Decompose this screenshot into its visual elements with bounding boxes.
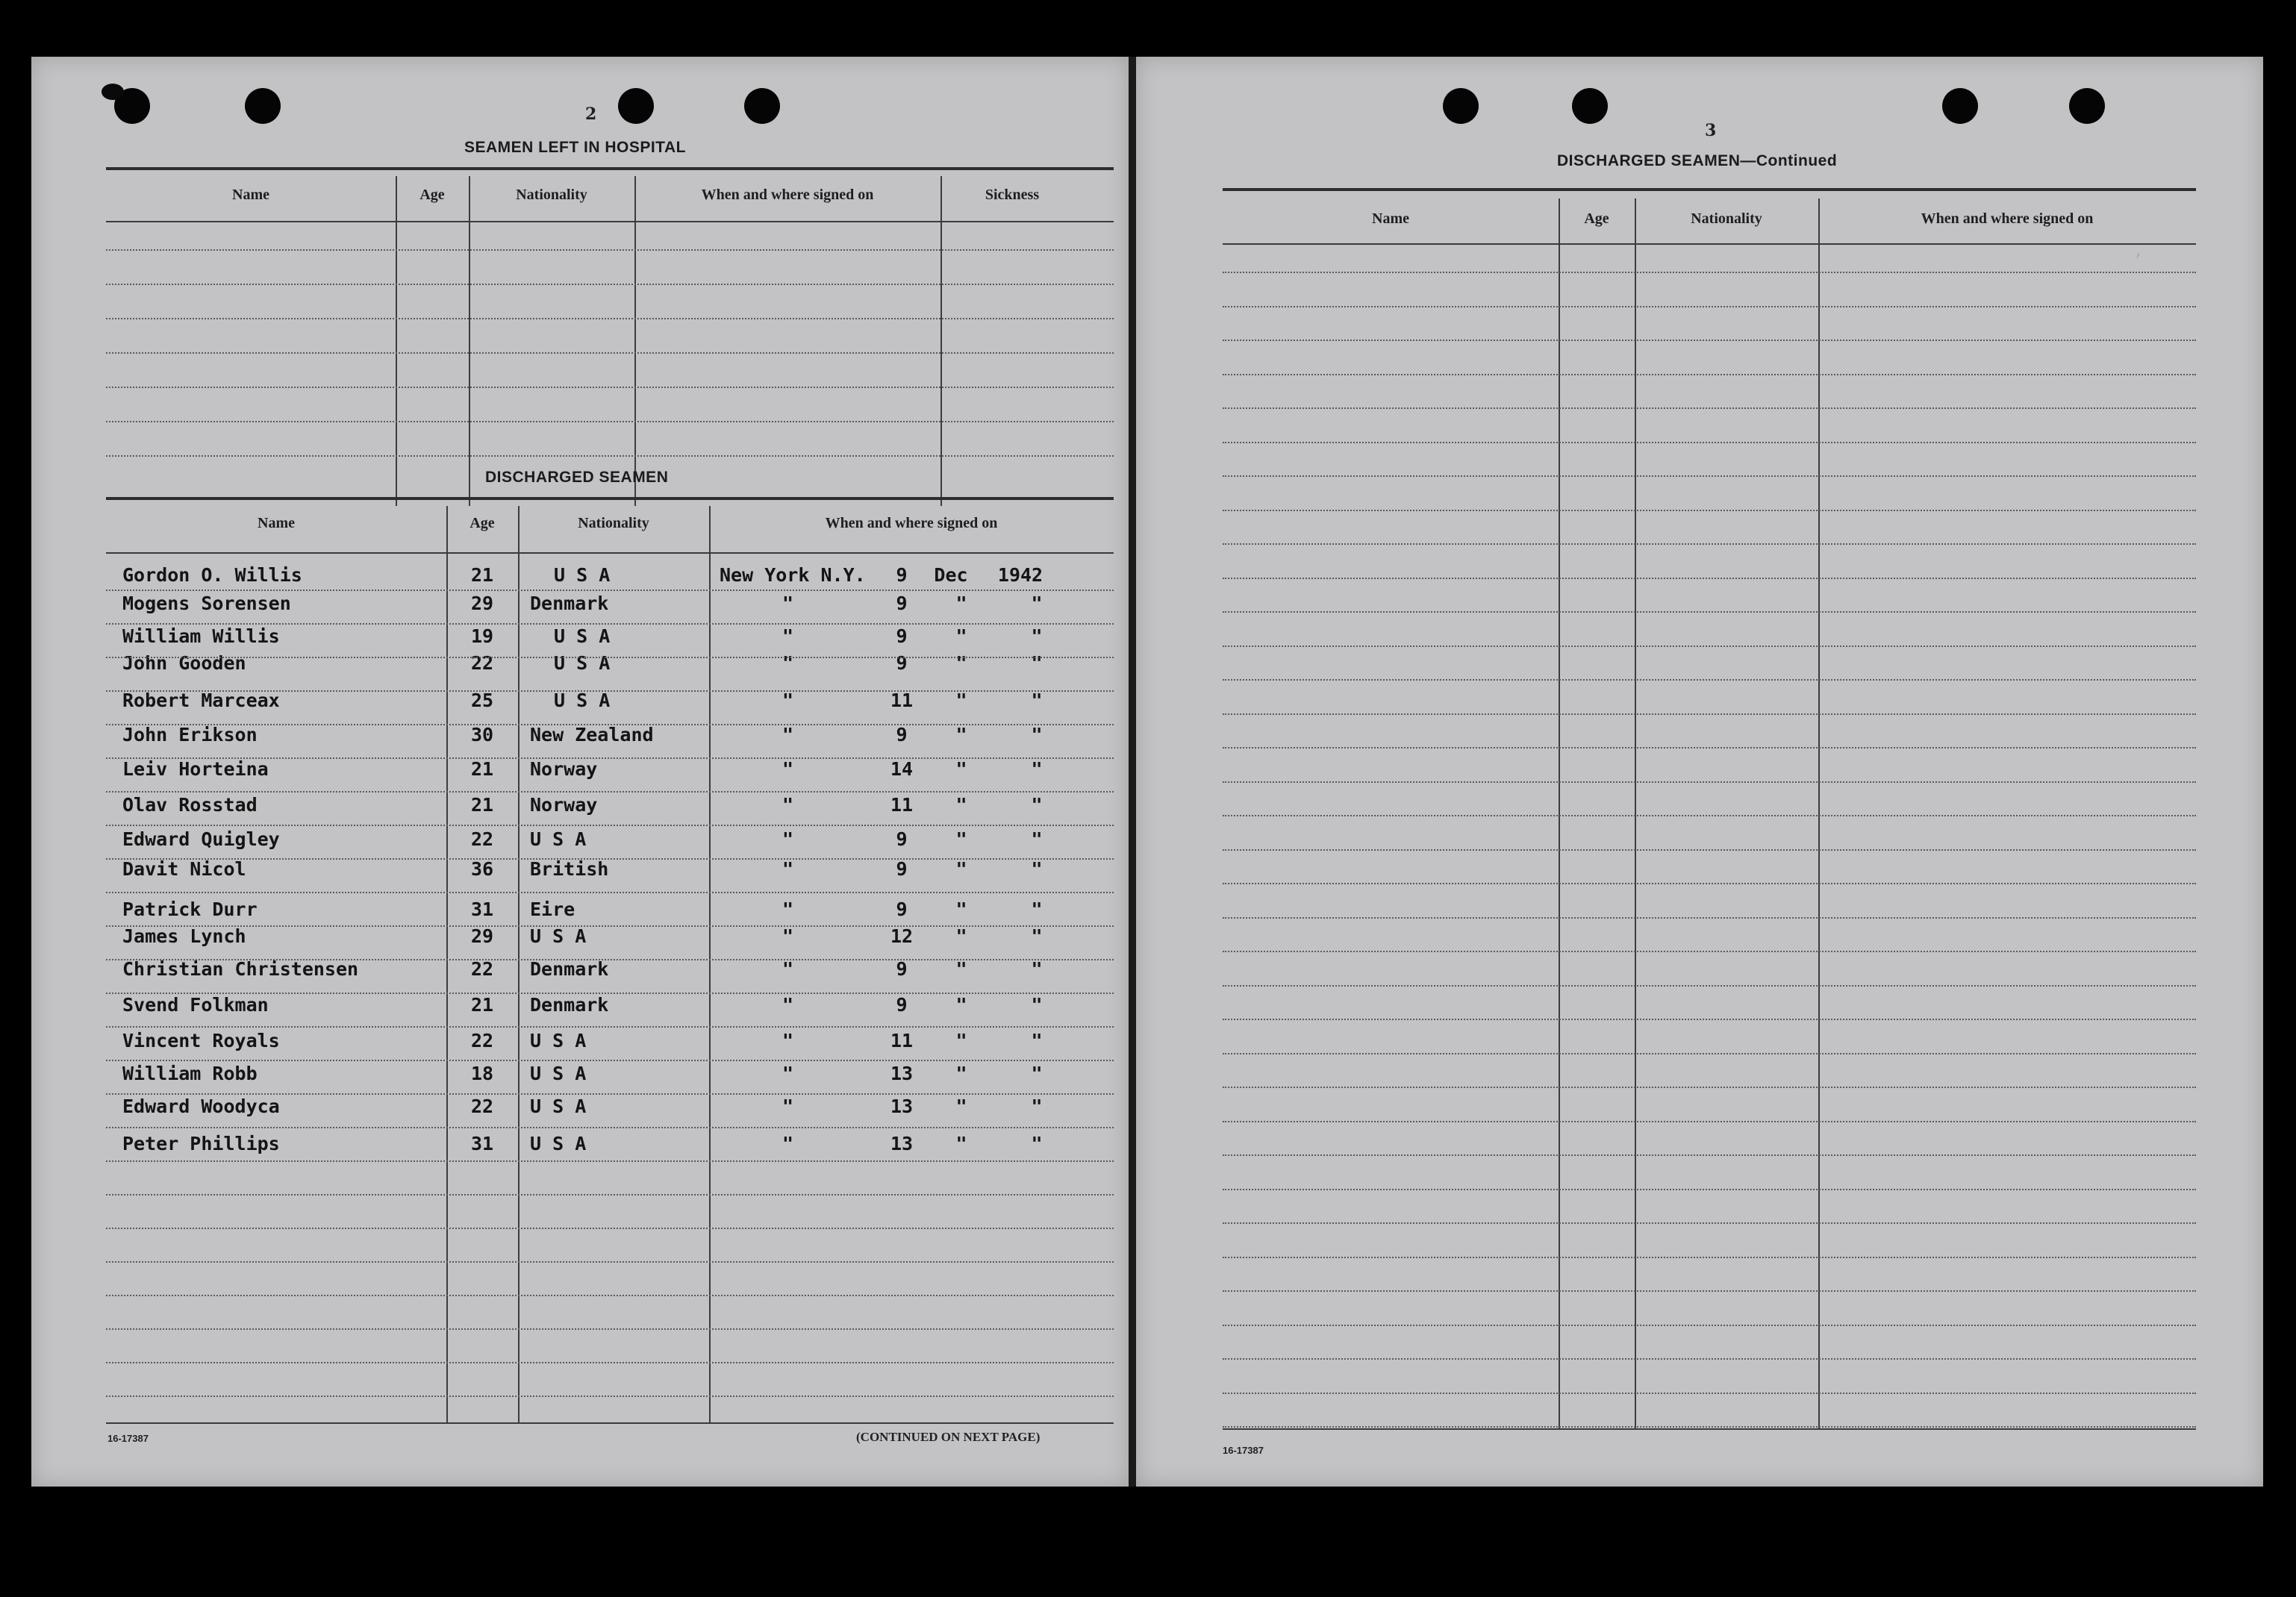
ruled-line [106, 1194, 1114, 1196]
signed-on-place: " [782, 958, 794, 980]
punch-hole [1942, 88, 1978, 124]
signed-on-day: 13 [890, 1096, 914, 1117]
seaman-nationality: U S A [530, 1133, 587, 1154]
ruled-line [106, 387, 1114, 388]
seaman-name: John Gooden [122, 652, 246, 674]
seaman-nationality: U S A [530, 1030, 587, 1051]
seaman-name: Peter Phillips [122, 1133, 280, 1154]
ruled-line [1223, 713, 2196, 715]
ruled-line [106, 657, 1114, 658]
signed-on-place: " [782, 1030, 794, 1051]
discharged-top-rule [106, 497, 1114, 500]
form-code: 16-17387 [1223, 1445, 1264, 1456]
continued-header-name: Name [1372, 210, 1409, 227]
ink-blot [102, 84, 124, 100]
signed-on-month: " [955, 858, 967, 880]
signed-on-year: " [1031, 690, 1043, 711]
seaman-nationality: Denmark [530, 958, 609, 980]
punch-hole [1443, 88, 1479, 124]
signed-on-month: " [955, 958, 967, 980]
ruled-line [106, 1396, 1114, 1397]
signed-on-day: 13 [890, 1063, 914, 1084]
seaman-name: Vincent Royals [122, 1030, 280, 1051]
signed-on-year: " [1031, 593, 1043, 614]
seaman-nationality: U S A [554, 564, 611, 586]
signed-on-year: " [1031, 1063, 1043, 1084]
ruled-line [106, 318, 1114, 319]
signed-on-month: " [955, 828, 967, 850]
signed-on-year: " [1031, 724, 1043, 746]
header-rule [106, 552, 1114, 554]
ruled-line [106, 925, 1114, 927]
seaman-name: Patrick Durr [122, 898, 258, 920]
signed-on-day: 11 [890, 690, 914, 711]
ruled-line [1223, 611, 2196, 613]
signed-on-year: " [1031, 958, 1043, 980]
page-number: 2 [585, 104, 597, 124]
seaman-nationality: U S A [530, 1063, 587, 1084]
seaman-age: 25 [470, 690, 494, 711]
signed-on-day: 11 [890, 794, 914, 816]
seaman-name: John Erikson [122, 724, 258, 746]
signed-on-month: " [955, 593, 967, 614]
seaman-name: Olav Rosstad [122, 794, 258, 816]
signed-on-place: " [782, 1133, 794, 1154]
ruled-line [1223, 407, 2196, 409]
ruled-line [1223, 849, 2196, 851]
signed-on-month: " [955, 994, 967, 1016]
signed-on-month: " [955, 652, 967, 674]
ruled-line [106, 959, 1114, 960]
column-divider [1559, 199, 1560, 1430]
seaman-nationality: New Zealand [530, 724, 654, 746]
seaman-nationality: Denmark [530, 593, 609, 614]
signed-on-place: " [782, 690, 794, 711]
seaman-age: 22 [470, 1096, 494, 1117]
seaman-nationality: U S A [554, 652, 611, 674]
signed-on-year: " [1031, 625, 1043, 647]
seaman-age: 31 [470, 1133, 494, 1154]
discharged-title: DISCHARGED SEAMEN [485, 469, 669, 486]
bottom-rule [106, 1422, 1114, 1424]
hospital-header-age: Age [419, 187, 445, 203]
signed-on-year: " [1031, 1096, 1043, 1117]
ruled-line [106, 1228, 1114, 1229]
ruled-line [106, 1093, 1114, 1095]
seaman-name: Edward Woodyca [122, 1096, 280, 1117]
signed-on-day: 12 [890, 925, 914, 947]
seaman-age: 21 [470, 994, 494, 1016]
continued-header-signed-on: When and where signed on [1921, 210, 2094, 227]
signed-on-place: " [782, 994, 794, 1016]
ruled-line [1223, 1019, 2196, 1020]
seaman-nationality: U S A [530, 1096, 587, 1117]
hospital-top-rule [106, 167, 1114, 170]
signed-on-place: " [782, 1096, 794, 1117]
page-number: 3 [1705, 121, 1717, 140]
header-rule [1223, 243, 2196, 245]
column-divider [1635, 199, 1636, 1430]
ruled-line [1223, 985, 2196, 987]
signed-on-day: 11 [890, 1030, 914, 1051]
ruled-line [106, 1261, 1114, 1263]
seaman-nationality: British [530, 858, 609, 880]
ruled-line [106, 284, 1114, 285]
signed-on-day: 9 [896, 652, 908, 674]
seaman-name: James Lynch [122, 925, 246, 947]
signed-on-day: 13 [890, 1133, 914, 1154]
signed-on-day: 9 [896, 828, 908, 850]
seaman-nationality: U S A [554, 625, 611, 647]
signed-on-day: 9 [896, 625, 908, 647]
ruled-line [1223, 883, 2196, 884]
ruled-line [1223, 1290, 2196, 1292]
continued-top-rule [1223, 188, 2196, 191]
seaman-age: 30 [470, 724, 494, 746]
ruled-line [106, 421, 1114, 422]
discharged-header-age: Age [470, 515, 495, 531]
signed-on-place: " [782, 794, 794, 816]
punch-hole [744, 88, 780, 124]
ruled-line [1223, 951, 2196, 952]
seaman-nationality: U S A [554, 690, 611, 711]
ruled-line [106, 892, 1114, 893]
ruled-line [1223, 679, 2196, 681]
ruled-line [1223, 374, 2196, 375]
form-code: 16-17387 [107, 1433, 149, 1444]
ruled-line [1223, 815, 2196, 816]
ruled-line [1223, 1087, 2196, 1088]
signed-on-month: " [955, 794, 967, 816]
seaman-name: Davit Nicol [122, 858, 246, 880]
seaman-name: William Robb [122, 1063, 258, 1084]
signed-on-day: 9 [896, 858, 908, 880]
ruled-line [106, 993, 1114, 994]
continued-title: DISCHARGED SEAMEN—Continued [1557, 152, 1838, 169]
signed-on-day: 9 [896, 898, 908, 920]
signed-on-year: " [1031, 858, 1043, 880]
right-page [1136, 57, 2263, 1487]
punch-hole [245, 88, 281, 124]
ruled-line [1223, 1053, 2196, 1054]
hospital-title: SEAMEN LEFT IN HOSPITAL [464, 139, 686, 156]
ruled-line [106, 455, 1114, 457]
signed-on-month: " [955, 625, 967, 647]
punch-hole [2069, 88, 2105, 124]
seaman-age: 36 [470, 858, 494, 880]
seaman-age: 22 [470, 828, 494, 850]
hospital-header-name: Name [232, 187, 269, 203]
ruled-line [1223, 1121, 2196, 1122]
column-divider [1818, 199, 1820, 1430]
seaman-nationality: U S A [530, 828, 587, 850]
ruled-line [1223, 1257, 2196, 1258]
signed-on-year: " [1031, 1030, 1043, 1051]
seaman-age: 18 [470, 1063, 494, 1084]
ruled-line [1223, 340, 2196, 341]
ruled-line [106, 623, 1114, 625]
signed-on-year: " [1031, 828, 1043, 850]
ruled-line [106, 352, 1114, 354]
hospital-header-sickness: Sickness [985, 187, 1040, 203]
seaman-nationality: Eire [530, 898, 575, 920]
seaman-age: 21 [470, 564, 494, 586]
bleed-through-text: , [2133, 242, 2144, 260]
seaman-nationality: Norway [530, 758, 598, 780]
ruled-line [1223, 543, 2196, 545]
ruled-line [106, 757, 1114, 759]
ruled-line [1223, 747, 2196, 749]
seaman-nationality: Norway [530, 794, 598, 816]
seaman-name: Christian Christensen [122, 958, 359, 980]
continued-note: (CONTINUED ON NEXT PAGE) [856, 1430, 1041, 1444]
bottom-rule [1223, 1428, 2196, 1430]
ruled-line [1223, 917, 2196, 919]
signed-on-month: " [955, 898, 967, 920]
seaman-name: Robert Marceax [122, 690, 280, 711]
punch-hole [618, 88, 654, 124]
seaman-name: Gordon O. Willis [122, 564, 302, 586]
ruled-line [1223, 442, 2196, 443]
continued-header-nationality: Nationality [1691, 210, 1762, 227]
seaman-name: William Willis [122, 625, 280, 647]
signed-on-day: 9 [896, 724, 908, 746]
signed-on-place: New York N.Y. [720, 564, 866, 586]
hospital-header-signed-on: When and where signed on [701, 187, 874, 203]
left-page [31, 57, 1129, 1487]
signed-on-year: " [1031, 758, 1043, 780]
ruled-line [106, 858, 1114, 860]
ruled-line [106, 590, 1114, 591]
signed-on-place: " [782, 858, 794, 880]
signed-on-month: " [955, 925, 967, 947]
seaman-age: 19 [470, 625, 494, 647]
signed-on-place: " [782, 724, 794, 746]
ruled-line [106, 825, 1114, 826]
signed-on-place: " [782, 758, 794, 780]
ruled-line [106, 249, 1114, 251]
signed-on-place: " [782, 925, 794, 947]
ruled-line [106, 1295, 1114, 1296]
seaman-age: 21 [470, 794, 494, 816]
discharged-header-signed-on: When and where signed on [825, 515, 998, 531]
signed-on-month: Dec [934, 564, 968, 586]
signed-on-place: " [782, 1063, 794, 1084]
signed-on-place: " [782, 593, 794, 614]
seaman-age: 29 [470, 593, 494, 614]
seaman-age: 22 [470, 652, 494, 674]
ruled-line [106, 1060, 1114, 1061]
seaman-age: 29 [470, 925, 494, 947]
seaman-name: Leiv Horteina [122, 758, 269, 780]
ruled-line [106, 791, 1114, 793]
discharged-header-nationality: Nationality [578, 515, 649, 531]
ruled-line [106, 724, 1114, 725]
ruled-line [1223, 510, 2196, 511]
signed-on-month: " [955, 690, 967, 711]
seaman-age: 22 [470, 1030, 494, 1051]
signed-on-year: " [1031, 925, 1043, 947]
ruled-line [106, 1127, 1114, 1128]
ruled-line [106, 1026, 1114, 1028]
seaman-name: Mogens Sorensen [122, 593, 291, 614]
seaman-name: Svend Folkman [122, 994, 269, 1016]
signed-on-day: 14 [890, 758, 914, 780]
signed-on-year: " [1031, 794, 1043, 816]
header-rule [106, 221, 1114, 222]
hospital-header-nationality: Nationality [516, 187, 587, 203]
ruled-line [1223, 1393, 2196, 1394]
column-divider [709, 506, 711, 1422]
seaman-nationality: U S A [530, 925, 587, 947]
ruled-line [106, 1160, 1114, 1162]
signed-on-year: " [1031, 1133, 1043, 1154]
seaman-age: 22 [470, 958, 494, 980]
signed-on-month: " [955, 1030, 967, 1051]
ruled-line [1223, 306, 2196, 307]
ruled-line [1223, 578, 2196, 579]
ruled-line [1223, 272, 2196, 273]
signed-on-year: " [1031, 898, 1043, 920]
signed-on-day: 9 [896, 564, 908, 586]
punch-hole [1572, 88, 1608, 124]
column-divider [518, 506, 520, 1422]
ruled-line [1223, 1222, 2196, 1224]
signed-on-place: " [782, 898, 794, 920]
discharged-header-name: Name [258, 515, 295, 531]
seaman-name: Edward Quigley [122, 828, 280, 850]
signed-on-place: " [782, 625, 794, 647]
signed-on-day: 9 [896, 994, 908, 1016]
signed-on-month: " [955, 1063, 967, 1084]
seaman-age: 21 [470, 758, 494, 780]
seaman-nationality: Denmark [530, 994, 609, 1016]
ruled-line [1223, 1426, 2196, 1428]
signed-on-month: " [955, 724, 967, 746]
ruled-line [1223, 646, 2196, 647]
gutter [1129, 57, 1136, 1487]
ruled-line [1223, 1325, 2196, 1326]
ruled-line [1223, 475, 2196, 477]
signed-on-day: 9 [896, 958, 908, 980]
ruled-line [106, 690, 1114, 692]
ruled-line [1223, 1154, 2196, 1156]
signed-on-place: " [782, 828, 794, 850]
signed-on-month: " [955, 758, 967, 780]
signed-on-month: " [955, 1133, 967, 1154]
ruled-line [1223, 781, 2196, 783]
ruled-line [106, 1362, 1114, 1363]
signed-on-year: " [1031, 994, 1043, 1016]
signed-on-place: " [782, 652, 794, 674]
continued-header-age: Age [1584, 210, 1609, 227]
signed-on-year: " [1031, 652, 1043, 674]
ruled-line [1223, 1189, 2196, 1190]
signed-on-month: " [955, 1096, 967, 1117]
ruled-line [1223, 1358, 2196, 1360]
signed-on-day: 9 [896, 593, 908, 614]
ruled-line [106, 1328, 1114, 1330]
seaman-age: 31 [470, 898, 494, 920]
signed-on-year: 1942 [997, 564, 1044, 586]
